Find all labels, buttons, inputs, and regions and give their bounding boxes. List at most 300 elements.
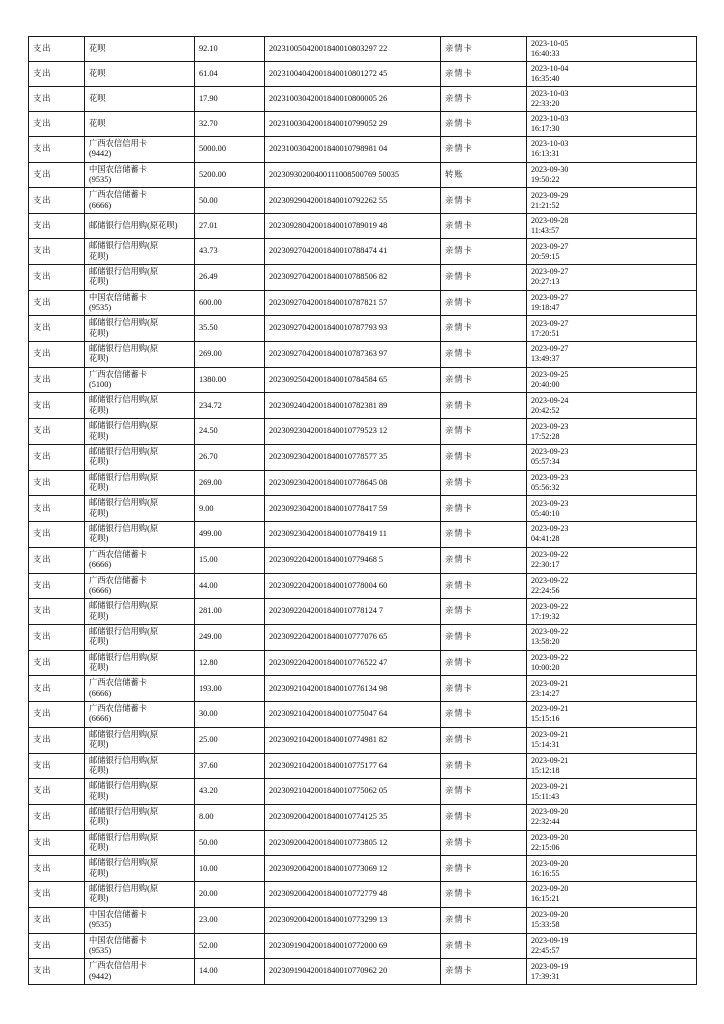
cell-timestamp [527,214,697,239]
table-row [29,162,697,188]
cell-payment-method: 亲情卡 [441,959,527,985]
table-row [29,419,697,445]
cell-timestamp [527,676,697,702]
cell-type: 支出 [29,753,85,779]
cell-order-id: 20231004042001840010801272 45 [265,62,441,87]
channel-line-1: 广西农信储蓄卡 [89,704,148,714]
cell-payment-method: 亲情卡 [441,444,527,470]
cell-amount: 20.00 [195,882,265,908]
cell-timestamp [527,367,697,393]
cell-channel [85,496,195,522]
channel-line-1: 邮储银行信用购(原 [89,626,159,636]
table-row [29,522,697,548]
timestamp-time: 20:59:15 [531,251,560,261]
cell-order-id: 20230927042001840010787821 57 [265,290,441,316]
channel-line-2: 花呗) [89,251,109,261]
cell-payment-method: 亲情卡 [441,650,527,676]
cell-order-id: 20230922042001840010776522 47 [265,650,441,676]
cell-type: 支出 [29,624,85,650]
cell-channel [85,316,195,342]
cell-amount: 269.00 [195,470,265,496]
channel-line-1: 邮储银行信用购(原 [89,601,159,611]
timestamp-time: 15:12:18 [531,765,560,775]
cell-order-id: 20230921042001840010775177 64 [265,753,441,779]
timestamp-time: 22:30:17 [531,560,560,570]
timestamp-date: 2023-09-30 [531,165,569,175]
cell-amount: 23.00 [195,907,265,933]
cell-amount: 50.00 [195,188,265,214]
cell-channel [85,727,195,753]
cell-amount: 499.00 [195,522,265,548]
channel-line-1: 广西农信信用卡 [89,139,148,148]
timestamp-time: 16:16:55 [531,868,560,878]
cell-channel [85,342,195,368]
table-row [29,882,697,908]
channel-line-2: (6666) [89,200,112,210]
cell-channel [85,702,195,728]
cell-channel [85,87,195,112]
table-row [29,367,697,393]
cell-amount: 14.00 [195,959,265,985]
cell-order-id: 20230921042001840010775062 05 [265,779,441,805]
timestamp-date: 2023-10-03 [531,139,569,149]
cell-payment-method: 亲情卡 [441,137,527,163]
cell-channel [85,830,195,856]
channel-line-2: (6666) [89,560,112,570]
cell-payment-method: 亲情卡 [441,290,527,316]
cell-payment-method: 亲情卡 [441,882,527,908]
cell-order-id: 20230927042001840010788506 82 [265,264,441,290]
cell-channel [85,547,195,573]
channel-line-1: 邮储银行信用购(原 [89,755,159,765]
cell-payment-method: 亲情卡 [441,239,527,265]
cell-type: 支出 [29,779,85,805]
table-row [29,727,697,753]
timestamp-time: 17:19:32 [531,611,560,621]
channel-line-1: 邮储银行信用购(原 [89,395,159,405]
timestamp-time: 10:00:20 [531,663,560,673]
timestamp-date: 2023-09-27 [531,241,569,251]
channel-line-1: 邮储银行信用购(原 [89,266,159,276]
table-row [29,62,697,87]
cell-channel [85,753,195,779]
channel-line-2: 花呗) [89,843,109,853]
timestamp-time: 23:14:27 [531,688,560,698]
cell-order-id: 20230923042001840010778577 35 [265,444,441,470]
cell-amount: 24.50 [195,419,265,445]
cell-payment-method: 亲情卡 [441,62,527,87]
cell-amount: 43.73 [195,239,265,265]
channel-line-2: 花呗) [89,611,109,621]
cell-payment-method: 亲情卡 [441,573,527,599]
timestamp-time: 05:57:34 [531,457,560,467]
table-row [29,316,697,342]
cell-type: 支出 [29,804,85,830]
timestamp-date: 2023-09-21 [531,704,569,714]
cell-channel [85,419,195,445]
cell-channel [85,37,195,62]
cell-payment-method: 亲情卡 [441,112,527,137]
cell-timestamp [527,112,697,137]
table-row [29,830,697,856]
table-row [29,676,697,702]
channel-line-2: 花呗) [89,663,109,673]
cell-payment-method: 亲情卡 [441,264,527,290]
cell-amount: 44.00 [195,573,265,599]
cell-channel [85,959,195,985]
cell-channel [85,112,195,137]
cell-timestamp [527,188,697,214]
channel-line-2: (9535) [89,302,112,312]
cell-payment-method: 亲情卡 [441,342,527,368]
table-row [29,290,697,316]
cell-type: 支出 [29,137,85,163]
cell-order-id: 20230920042001840010773069 12 [265,856,441,882]
cell-type: 支出 [29,882,85,908]
cell-timestamp [527,290,697,316]
cell-channel [85,188,195,214]
cell-amount: 12.80 [195,650,265,676]
table-row [29,650,697,676]
channel-line-1: 邮储银行信用购(原 [89,421,159,431]
timestamp-time: 16:15:21 [531,894,560,904]
timestamp-date: 2023-10-05 [531,39,569,48]
cell-timestamp [527,599,697,625]
cell-order-id: 20230922042001840010778124 7 [265,599,441,625]
cell-payment-method: 亲情卡 [441,522,527,548]
channel-line-1: 花呗 [89,68,106,78]
cell-channel [85,239,195,265]
channel-line-1: 邮储银行信用购(原 [89,781,159,791]
cell-payment-method: 亲情卡 [441,496,527,522]
timestamp-date: 2023-09-29 [531,190,569,200]
table-row [29,87,697,112]
cell-payment-method: 亲情卡 [441,547,527,573]
timestamp-date: 2023-09-27 [531,267,569,277]
transaction-table-body [29,37,697,985]
cell-amount: 26.49 [195,264,265,290]
cell-payment-method: 亲情卡 [441,702,527,728]
cell-type: 支出 [29,856,85,882]
cell-type: 支出 [29,727,85,753]
timestamp-date: 2023-09-23 [531,524,569,534]
cell-type: 支出 [29,599,85,625]
cell-amount: 15.00 [195,547,265,573]
timestamp-time: 17:52:28 [531,431,560,441]
timestamp-time: 15:14:31 [531,740,560,750]
cell-type: 支出 [29,933,85,959]
cell-order-id: 20230921042001840010775047 64 [265,702,441,728]
cell-timestamp [527,419,697,445]
cell-type: 支出 [29,676,85,702]
cell-order-id: 20230930200400111008500769 50035 [265,162,441,188]
timestamp-time: 16:40:33 [531,49,560,58]
table-row [29,470,697,496]
channel-line-1: 邮储银行信用购(原 [89,858,159,868]
cell-order-id: 20231003042001840010799052 29 [265,112,441,137]
timestamp-time: 13:58:20 [531,637,560,647]
timestamp-date: 2023-09-22 [531,601,569,611]
cell-order-id: 20230929042001840010792262 55 [265,188,441,214]
channel-line-2: 花呗) [89,534,109,544]
channel-line-2: 花呗) [89,354,109,364]
cell-type: 支出 [29,444,85,470]
cell-amount: 35.50 [195,316,265,342]
cell-timestamp [527,62,697,87]
timestamp-time: 11:43:57 [531,226,560,236]
timestamp-date: 2023-10-03 [531,114,569,123]
timestamp-date: 2023-09-28 [531,216,569,226]
timestamp-time: 19:18:47 [531,302,560,312]
channel-line-2: 花呗) [89,740,109,750]
timestamp-time: 13:49:37 [531,354,560,364]
cell-type: 支出 [29,342,85,368]
cell-type: 支出 [29,830,85,856]
cell-order-id: 20230927042001840010788474 41 [265,239,441,265]
cell-amount: 5000.00 [195,137,265,163]
cell-amount: 9.00 [195,496,265,522]
timestamp-time: 17:20:51 [531,328,560,338]
channel-line-1: 邮储银行信用购(原 [89,472,159,482]
cell-payment-method: 亲情卡 [441,316,527,342]
cell-payment-method: 亲情卡 [441,599,527,625]
cell-channel [85,933,195,959]
cell-timestamp [527,624,697,650]
cell-order-id: 20230927042001840010787793 93 [265,316,441,342]
table-row [29,933,697,959]
timestamp-date: 2023-09-22 [531,550,569,560]
cell-channel [85,264,195,290]
cell-timestamp [527,727,697,753]
cell-channel [85,650,195,676]
timestamp-date: 2023-09-19 [531,961,569,971]
cell-channel [85,393,195,419]
table-row [29,804,697,830]
cell-timestamp [527,37,697,62]
table-row [29,573,697,599]
cell-timestamp [527,87,697,112]
cell-type: 支出 [29,214,85,239]
cell-payment-method: 亲情卡 [441,188,527,214]
channel-line-1: 广西农信储蓄卡 [89,369,148,379]
cell-type: 支出 [29,419,85,445]
timestamp-date: 2023-09-23 [531,472,569,482]
cell-timestamp [527,547,697,573]
channel-line-1: 广西农信储蓄卡 [89,190,148,200]
cell-timestamp [527,239,697,265]
cell-type: 支出 [29,702,85,728]
table-row [29,496,697,522]
cell-order-id: 20230920042001840010774125 35 [265,804,441,830]
cell-timestamp [527,137,697,163]
cell-amount: 17.90 [195,87,265,112]
channel-line-1: 邮储银行信用购(原 [89,498,159,508]
cell-timestamp [527,264,697,290]
cell-order-id: 20230922042001840010779468 5 [265,547,441,573]
channel-line-1: 邮储银行信用购(原 [89,446,159,456]
timestamp-date: 2023-09-20 [531,833,569,843]
channel-line-2: 花呗) [89,894,109,904]
cell-type: 支出 [29,87,85,112]
cell-order-id: 20230921042001840010774981 82 [265,727,441,753]
timestamp-date: 2023-09-23 [531,421,569,431]
cell-amount: 5200.00 [195,162,265,188]
cell-order-id: 20230924042001840010782381 89 [265,393,441,419]
cell-channel [85,522,195,548]
cell-type: 支出 [29,547,85,573]
cell-timestamp [527,650,697,676]
cell-order-id: 20230920042001840010773805 12 [265,830,441,856]
channel-line-1: 广西农信储蓄卡 [89,549,148,559]
cell-type: 支出 [29,522,85,548]
channel-line-2: (9535) [89,945,112,955]
cell-payment-method: 亲情卡 [441,214,527,239]
cell-timestamp [527,959,697,985]
channel-line-1: 邮储银行信用购(原 [89,884,159,894]
timestamp-time: 16:13:31 [531,149,560,159]
channel-line-2: (9442) [89,971,112,981]
cell-channel [85,907,195,933]
timestamp-date: 2023-09-20 [531,884,569,894]
timestamp-time: 15:33:58 [531,920,560,930]
cell-order-id: 20230920042001840010772779 48 [265,882,441,908]
timestamp-time: 19:50:22 [531,175,560,185]
cell-channel [85,444,195,470]
cell-type: 支出 [29,62,85,87]
timestamp-time: 04:41:28 [531,534,560,544]
table-row [29,37,697,62]
cell-amount: 1380.00 [195,367,265,393]
channel-line-2: (6666) [89,714,112,724]
channel-line-2: 花呗) [89,817,109,827]
cell-order-id: 20231005042001840010803297 22 [265,37,441,62]
cell-timestamp [527,573,697,599]
cell-type: 支出 [29,470,85,496]
channel-line-1: 中国农信储蓄卡 [89,935,148,945]
channel-line-2: 花呗) [89,405,109,415]
cell-type: 支出 [29,162,85,188]
cell-amount: 193.00 [195,676,265,702]
channel-line-2: (6666) [89,585,112,595]
cell-type: 支出 [29,959,85,985]
cell-order-id: 20230923042001840010778417 59 [265,496,441,522]
timestamp-date: 2023-09-23 [531,447,569,457]
timestamp-time: 22:45:57 [531,945,560,955]
channel-line-1: 邮储银行信用购(原 [89,344,159,354]
table-row [29,188,697,214]
cell-amount: 27.01 [195,214,265,239]
table-row [29,444,697,470]
cell-channel [85,599,195,625]
cell-payment-method: 亲情卡 [441,830,527,856]
cell-amount: 10.00 [195,856,265,882]
cell-timestamp [527,522,697,548]
cell-order-id: 20230923042001840010778419 11 [265,522,441,548]
cell-amount: 234.72 [195,393,265,419]
timestamp-date: 2023-09-21 [531,781,569,791]
cell-payment-method: 转账 [441,162,527,188]
timestamp-time: 16:35:40 [531,74,560,83]
timestamp-date: 2023-09-24 [531,395,569,405]
timestamp-date: 2023-09-20 [531,910,569,920]
cell-timestamp [527,393,697,419]
timestamp-date: 2023-09-23 [531,498,569,508]
cell-payment-method: 亲情卡 [441,37,527,62]
cell-type: 支出 [29,112,85,137]
timestamp-date: 2023-09-22 [531,627,569,637]
timestamp-time: 16:17:30 [531,124,560,133]
cell-channel [85,804,195,830]
timestamp-date: 2023-09-27 [531,318,569,328]
table-row [29,239,697,265]
cell-type: 支出 [29,37,85,62]
cell-type: 支出 [29,188,85,214]
cell-channel [85,856,195,882]
cell-amount: 52.00 [195,933,265,959]
timestamp-date: 2023-09-21 [531,730,569,740]
cell-payment-method: 亲情卡 [441,727,527,753]
cell-amount: 8.00 [195,804,265,830]
timestamp-date: 2023-09-22 [531,575,569,585]
channel-line-1: 中国农信储蓄卡 [89,292,148,302]
cell-amount: 26.70 [195,444,265,470]
cell-timestamp [527,907,697,933]
cell-amount: 43.20 [195,779,265,805]
timestamp-time: 17:39:31 [531,971,560,981]
timestamp-time: 05:40:10 [531,508,560,518]
cell-timestamp [527,753,697,779]
timestamp-date: 2023-10-03 [531,89,569,98]
cell-timestamp [527,342,697,368]
cell-amount: 25.00 [195,727,265,753]
channel-line-1: 中国农信储蓄卡 [89,164,148,174]
timestamp-date: 2023-09-27 [531,292,569,302]
channel-line-2: 花呗) [89,868,109,878]
timestamp-date: 2023-09-27 [531,344,569,354]
cell-payment-method: 亲情卡 [441,907,527,933]
cell-timestamp [527,882,697,908]
cell-channel [85,62,195,87]
cell-payment-method: 亲情卡 [441,470,527,496]
cell-timestamp [527,316,697,342]
cell-order-id: 20230921042001840010776134 98 [265,676,441,702]
table-row [29,342,697,368]
cell-timestamp [527,779,697,805]
channel-line-2: 花呗) [89,791,109,801]
cell-amount: 32.70 [195,112,265,137]
cell-type: 支出 [29,650,85,676]
timestamp-time: 20:27:13 [531,277,560,287]
channel-line-1: 邮储银行信用购(原 [89,832,159,842]
table-row [29,779,697,805]
cell-amount: 269.00 [195,342,265,368]
timestamp-date: 2023-09-21 [531,678,569,688]
cell-amount: 249.00 [195,624,265,650]
cell-payment-method: 亲情卡 [441,87,527,112]
channel-line-2: (9442) [89,149,112,159]
cell-order-id: 20231003042001840010800005 26 [265,87,441,112]
table-row [29,264,697,290]
channel-line-1: 邮储银行信用购(原 [89,806,159,816]
cell-amount: 30.00 [195,702,265,728]
channel-line-2: (5100) [89,380,112,390]
cell-timestamp [527,933,697,959]
cell-type: 支出 [29,573,85,599]
cell-payment-method: 亲情卡 [441,933,527,959]
cell-order-id: 20230922042001840010778004 60 [265,573,441,599]
table-row [29,624,697,650]
cell-payment-method: 亲情卡 [441,779,527,805]
